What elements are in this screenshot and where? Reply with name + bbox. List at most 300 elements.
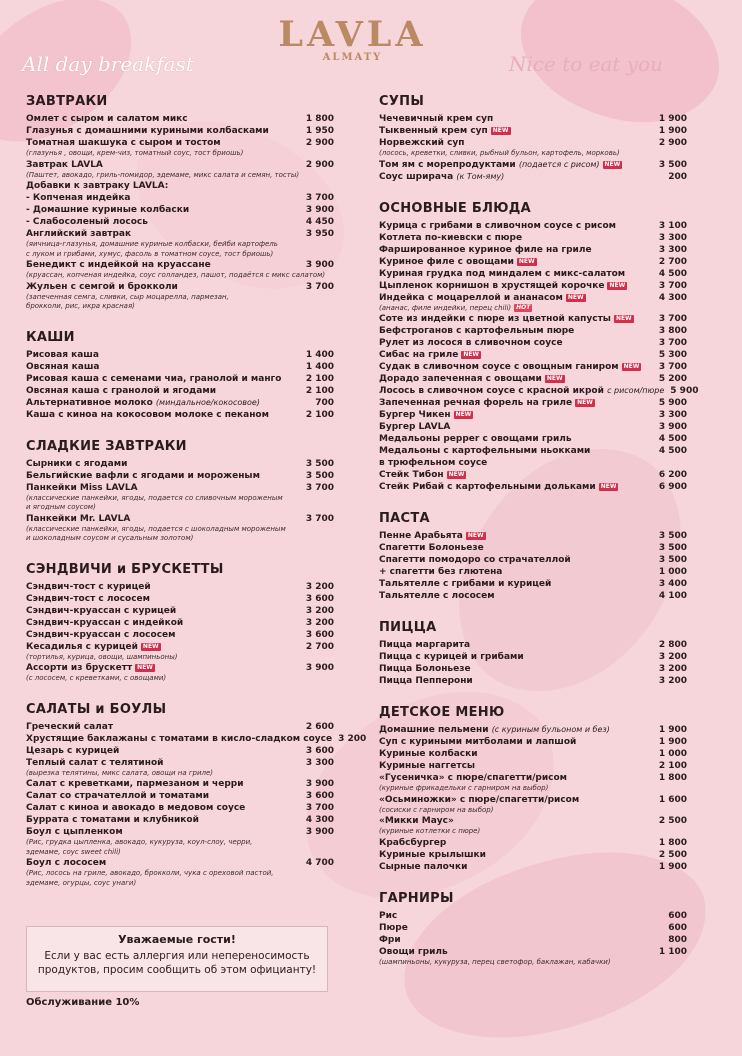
item-name: Кесадилья с курицей: [26, 641, 138, 652]
item-name: Соте из индейки с пюре из цветной капусты: [379, 314, 611, 324]
item-description-text: эдемаме, огурцы, соус унаги): [26, 878, 137, 887]
item-name: Рисовая каша с семенами чиа, гранолой и манго: [26, 373, 282, 384]
new-badge: NEW: [546, 375, 563, 382]
item-name: Овсяная каша: [26, 361, 100, 372]
item-name: «Гусеничка» с пюре/спагетти/рисом: [379, 773, 568, 783]
item-name: Ассорти из брускетт: [26, 663, 133, 673]
item-name-wrap: [26, 662, 294, 674]
item-name: Норвежский суп: [379, 138, 465, 148]
item-price: 2 100: [305, 409, 334, 420]
item-price: 2 500: [658, 816, 687, 826]
item-price: 2 700: [305, 641, 334, 652]
item-name-wrap: [379, 760, 647, 772]
section-title: ПАСТА: [379, 511, 430, 526]
section-title: СЭНДВИЧИ и БРУСКЕТТЫ: [26, 561, 224, 577]
item-price: 3 200: [658, 652, 687, 662]
item-name-wrap: [379, 125, 647, 137]
section-title: САЛАТЫ и БОУЛЫ: [26, 701, 167, 717]
menu-section: [26, 701, 367, 889]
new-badge: NEW: [600, 483, 617, 490]
item-description-text: (вырезка телятины, микс салата, овощи на гриле): [26, 768, 214, 777]
menu-item: [26, 216, 334, 228]
item-name-wrap: [379, 244, 647, 256]
item-name-wrap: [379, 934, 647, 946]
item-name-wrap: [379, 469, 647, 481]
new-badge: NEW: [137, 664, 153, 671]
section-title: ПИЦЦА: [379, 620, 437, 635]
item-name: Завтрак LAVLA: [26, 159, 103, 170]
item-name: Пенне Арабьята: [379, 531, 463, 541]
item-name: Запеченная речная форель на гриле: [379, 398, 573, 408]
item-price: 3 900: [658, 422, 687, 432]
menu-item: [379, 861, 687, 873]
item-name-wrap: [26, 605, 294, 617]
item-name: Куриные наггетсы: [379, 761, 476, 771]
item-price: 4 300: [658, 292, 687, 303]
item-price: 3 500: [658, 543, 687, 553]
menu-item: [379, 910, 687, 922]
menu-item: [26, 137, 334, 149]
item-price: 3 600: [305, 791, 334, 801]
menu-item: [379, 445, 687, 457]
section-title: СУПЫ: [379, 94, 425, 109]
menu-item: [26, 458, 334, 470]
item-name-wrap: [26, 228, 294, 240]
item-description: [379, 958, 687, 968]
notice-text: Если у вас есть аллергия или непереносимость продуктов, просим сообщить об этом официанту!: [37, 950, 317, 976]
item-price: 1 900: [658, 114, 687, 124]
item-name-wrap: [379, 837, 647, 849]
menu-item: [379, 849, 687, 861]
menu-item: [379, 590, 687, 602]
item-description-text: (глазунья , овощи, крем-чиз, томатный соус, тост бриошь): [26, 149, 244, 157]
item-name-wrap: [26, 757, 294, 769]
item-price: 3 500: [658, 159, 687, 170]
item-name: Овсяная каша с гранолой и ягодами: [26, 385, 217, 396]
item-price: 1 000: [658, 567, 687, 577]
item-name-wrap: [379, 736, 647, 748]
item-price: 3 700: [658, 314, 687, 324]
menu-item: [26, 349, 334, 361]
new-badge: NEW: [467, 532, 484, 539]
item-price: 2 900: [305, 159, 334, 170]
item-price: 3 700: [658, 280, 687, 291]
item-price: 1 950: [305, 126, 334, 136]
item-price: 1 800: [305, 114, 334, 124]
item-price: 5 900: [670, 386, 699, 396]
menu-item: [26, 745, 334, 757]
item-price: 3 700: [658, 338, 687, 348]
item-price: 3 400: [658, 579, 687, 589]
item-name: Домашние пельмени: [379, 725, 489, 735]
menu-item: [26, 857, 334, 869]
item-inline-note: с рисом/пюре: [607, 386, 665, 395]
brand-logo: LAVLA: [278, 14, 427, 55]
item-name-wrap: [26, 159, 294, 171]
hot-badge: HOT: [516, 303, 531, 311]
item-price: 5 900: [658, 398, 687, 408]
menu-item: [379, 337, 687, 349]
item-price: 2 900: [305, 138, 334, 148]
menu-item: [26, 361, 334, 373]
item-description: [26, 293, 334, 303]
item-name-wrap: [379, 421, 647, 433]
item-description: [379, 304, 687, 314]
item-name-wrap: [379, 349, 647, 361]
item-description: [26, 525, 334, 535]
item-inline-note: (подается с рисом): [518, 159, 600, 169]
item-price: 4 100: [658, 591, 687, 601]
item-price: 5 200: [658, 374, 687, 384]
item-name: Курица с грибами в сливочном соусе с рисом: [379, 220, 616, 231]
item-name-wrap: [379, 292, 647, 304]
menu-section: [379, 94, 687, 183]
menu-section: [379, 200, 699, 494]
item-description-text: (с лососем, с креветками, с овощами): [26, 674, 167, 682]
menu-item: [379, 313, 687, 325]
menu-item: [26, 180, 334, 192]
new-badge: NEW: [577, 399, 593, 406]
menu-item: [379, 457, 687, 469]
item-price: 1 400: [305, 349, 334, 360]
menu-item: [26, 397, 334, 409]
item-description-text: (сосиски с гарниром на выбор): [379, 805, 494, 814]
menu-item: [379, 815, 687, 827]
item-name: Сырники с ягодами: [26, 458, 128, 469]
item-price: 5 300: [658, 350, 687, 360]
item-description-text: (классические панкейки, ягоды, подается со сливочным мороженым: [26, 493, 283, 502]
menu-item: [379, 794, 687, 806]
item-price: 4 700: [305, 858, 334, 868]
menu-item: [26, 259, 334, 271]
item-name-wrap: [26, 641, 294, 653]
menu-item: [26, 802, 334, 814]
menu-item: [26, 281, 334, 293]
item-name: Панкейки Mr. LAVLA: [26, 513, 131, 524]
item-price: 3 500: [658, 531, 687, 541]
menu-item: [379, 171, 687, 183]
item-name-wrap: [379, 256, 647, 268]
item-price: 4 450: [305, 217, 334, 227]
menu-item: [26, 593, 334, 605]
item-name: Фаршированное куриное филе на гриле: [379, 244, 592, 255]
item-price: 3 600: [305, 745, 334, 756]
item-name: Судак в сливочном соусе с овощным ганиром: [379, 362, 619, 372]
item-name-wrap: [379, 578, 647, 590]
item-description: [26, 769, 334, 779]
item-name: Боул с лососем: [26, 858, 107, 868]
menu-item: [379, 566, 687, 578]
item-price: 3 900: [305, 827, 334, 837]
item-description: [379, 827, 687, 837]
item-name: Чечевичный крем суп: [379, 114, 494, 124]
item-name-wrap: [26, 385, 294, 397]
item-name-wrap: [26, 629, 294, 641]
new-badge: NEW: [615, 315, 632, 322]
item-description-text: (классические панкейки, ягоды, подается с шоколадным мороженым: [26, 524, 286, 533]
item-name: Добавки к завтраку LAVLA:: [26, 181, 169, 191]
item-name: Стейк Рибай с картофельными дольками: [379, 482, 596, 492]
item-name: Рис: [379, 910, 398, 921]
item-name: Сэндвич-тост с лососем: [26, 593, 150, 604]
item-name: Дорадо запеченная с овощами: [379, 374, 542, 384]
item-description: [26, 879, 334, 889]
menu-item: [379, 837, 687, 849]
item-name: Спагетти помодоро со страчателлой: [379, 555, 571, 565]
item-name-wrap: [379, 280, 647, 292]
item-name-wrap: [379, 361, 647, 373]
section-title: ОСНОВНЫЕ БЛЮДА: [379, 200, 531, 216]
item-name-wrap: [379, 724, 647, 736]
menu-item: [379, 292, 687, 304]
item-name: Сэндвич-круассан с курицей: [26, 605, 177, 616]
item-price: 3 900: [305, 260, 334, 270]
menu-item: [26, 192, 334, 204]
menu-item: [379, 675, 687, 687]
item-description: [26, 149, 334, 159]
item-description: [26, 271, 334, 281]
item-name: «Микки Маус»: [379, 816, 454, 826]
menu-item: [26, 482, 334, 494]
section-title: КАШИ: [26, 329, 75, 345]
item-price: 3 500: [305, 470, 334, 481]
item-name: Жульен с семгой и брокколи: [26, 281, 178, 292]
menu-item: [26, 228, 334, 240]
item-price: 4 500: [658, 446, 687, 456]
item-name-wrap: [379, 268, 647, 280]
menu-section: [26, 330, 334, 421]
item-description: [26, 302, 334, 312]
menu-item: [26, 733, 367, 745]
item-description: [26, 848, 334, 858]
menu-item: [379, 361, 687, 373]
item-name: Рисовая каша: [26, 349, 99, 360]
item-name: Рулет из лосося в сливочном соусе: [379, 338, 563, 348]
item-price: 2 100: [305, 385, 334, 396]
item-name: Тыквенный крем суп: [379, 126, 488, 136]
menu-item: [379, 113, 687, 125]
item-description: [26, 653, 334, 663]
item-name: Панкейки Miss LAVLA: [26, 482, 138, 493]
item-name-wrap: [379, 337, 647, 349]
item-price: 200: [668, 171, 687, 182]
item-description: [379, 806, 687, 816]
item-name: Сэндвич-круассан с лососем: [26, 629, 176, 640]
item-name: Медальоны с картофельными ньокками: [379, 446, 591, 456]
item-name: Буррата с томатами и клубникой: [26, 815, 199, 825]
item-price: 3 800: [658, 326, 687, 336]
item-description-text: эдемаме, соус sweet chili): [26, 847, 121, 856]
item-name-wrap: [379, 457, 647, 469]
item-name: Тальятелле с грибами и курицей: [379, 579, 552, 589]
item-description-text: (Рис, лосось на гриле, авокадо, брокколи, чука с ореховой пастой,: [26, 869, 274, 877]
item-name-wrap: [26, 802, 294, 814]
item-name-wrap: [379, 373, 647, 385]
item-price: 1 400: [305, 361, 334, 372]
item-name-wrap: [379, 137, 647, 149]
item-price: 3 200: [658, 664, 687, 674]
menu-section: [379, 705, 687, 873]
menu-item: [26, 409, 334, 421]
item-description-text: и ягодным соусом): [26, 503, 96, 511]
item-name-wrap: [379, 651, 647, 663]
item-price: 4 300: [305, 815, 334, 825]
item-name: Сырные палочки: [379, 861, 468, 872]
item-name-wrap: [379, 849, 647, 861]
item-name-wrap: [26, 349, 294, 361]
menu-section: [379, 620, 687, 687]
item-price: 2 700: [658, 256, 687, 267]
item-price: 1 900: [658, 737, 687, 747]
item-name: Спагетти Болоньезе: [379, 543, 484, 553]
item-price: 1 800: [658, 773, 687, 783]
item-name: Том ям с морепродуктами: [379, 159, 516, 170]
item-description: [26, 250, 334, 260]
item-name: Тальятелле с лососем: [379, 591, 495, 601]
menu-item: [379, 232, 687, 244]
menu-item: [379, 578, 687, 590]
item-name: Каша с киноа на кокосовом молоке с пеканом: [26, 409, 269, 420]
item-name-wrap: [379, 675, 647, 687]
item-description: [26, 240, 334, 250]
item-name-wrap: [379, 554, 647, 566]
item-name-wrap: [26, 361, 294, 373]
item-name-wrap: [379, 542, 647, 554]
item-name: Сэндвич-круассан с индейкой: [26, 617, 184, 628]
tagline-right: Nice to eat you: [508, 52, 663, 76]
item-name-wrap: [379, 409, 647, 421]
item-name-wrap: [379, 566, 647, 578]
item-price: 6 900: [658, 482, 687, 492]
item-name: в трюфельном соусе: [379, 458, 488, 468]
item-name-wrap: [26, 137, 294, 149]
menu-item: [26, 641, 334, 653]
item-name-wrap: [26, 790, 294, 802]
item-price: 3 200: [305, 617, 334, 628]
item-price: 2 900: [658, 138, 687, 148]
menu-item: [26, 814, 334, 826]
menu-item: [26, 581, 334, 593]
item-name-wrap: [26, 458, 294, 470]
item-name: Салат с киноа и авокадо в медовом соусе: [26, 803, 246, 813]
item-name: - Копченая индейка: [26, 193, 131, 203]
item-name-wrap: [26, 857, 294, 869]
item-price: 2 800: [658, 640, 687, 650]
item-name: Куриные крылышки: [379, 849, 486, 860]
item-name-wrap: [379, 385, 670, 397]
menu-column-left: [26, 94, 367, 906]
new-badge: NEW: [142, 642, 159, 650]
item-name: Фри: [379, 934, 401, 945]
item-name: Пицца с курицей и грибами: [379, 652, 524, 662]
new-badge: NEW: [448, 471, 465, 478]
menu-item: [26, 790, 334, 802]
item-price: 3 500: [658, 555, 687, 565]
allergy-notice: [26, 926, 328, 992]
item-price: 3 950: [305, 229, 334, 239]
item-name-wrap: [379, 590, 647, 602]
item-name-wrap: [26, 113, 294, 125]
item-name-wrap: [379, 772, 647, 784]
item-description: [26, 838, 334, 848]
item-name: Котлета по-киевски с пюре: [379, 232, 523, 243]
menu-item: [379, 772, 687, 784]
item-name: Теплый салат с телятиной: [26, 757, 164, 768]
item-price: 2 600: [305, 721, 334, 732]
item-price: 3 200: [658, 676, 687, 686]
menu-section: [26, 94, 334, 312]
menu-item: [26, 385, 334, 397]
item-name-wrap: [379, 445, 647, 457]
item-name: Глазунья с домашними куриными колбасками: [26, 126, 269, 136]
item-name: + спагетти без глютена: [379, 567, 503, 577]
item-name: - Слабосоленый лосось: [26, 217, 148, 227]
item-description: [26, 869, 334, 879]
menu-section: [379, 891, 687, 968]
item-name: Пицца Пепперони: [379, 676, 473, 686]
item-description-text: с луком и грибами, хумус, фасоль в томатном соусе, тост бриошь): [26, 249, 274, 258]
item-name: Суп с куриными митболами и лапшой: [379, 737, 577, 747]
item-name-wrap: [379, 663, 647, 675]
new-badge: NEW: [518, 257, 535, 265]
menu-item: [26, 159, 334, 171]
menu-item: [379, 244, 687, 256]
item-name-wrap: [379, 910, 647, 922]
item-price: 3 900: [305, 663, 334, 673]
item-price: 3 900: [305, 779, 334, 789]
item-name: Омлет с сыром и салатом микс: [26, 114, 188, 124]
item-name: Салат со страчателлой и томатами: [26, 791, 210, 801]
item-name: Соус шрирача: [379, 171, 454, 182]
new-badge: NEW: [609, 281, 626, 289]
item-name-wrap: [26, 593, 294, 605]
item-description-text: (шампиньоны, кукуруза, перец светофор, баклажан, кабачки): [379, 957, 611, 966]
item-price: 3 300: [658, 232, 687, 243]
item-name-wrap: [26, 409, 294, 421]
item-price: 3 600: [305, 593, 334, 604]
menu-item: [379, 760, 687, 772]
item-price: 2 100: [658, 761, 687, 771]
item-name-wrap: [379, 639, 647, 651]
item-name-wrap: [379, 220, 647, 232]
new-badge: NEW: [623, 363, 640, 370]
item-name-wrap: [379, 159, 647, 171]
item-name: Пицца маргарита: [379, 640, 471, 650]
item-name: Пюре: [379, 922, 408, 933]
item-description-text: (тортилья, курица, овощи, шампиньоны): [26, 652, 178, 661]
menu-section: [26, 439, 334, 544]
item-price: 3 600: [305, 629, 334, 640]
item-name: Боул с цыпленком: [26, 827, 123, 837]
item-price: 600: [668, 910, 687, 921]
item-name: - Домашние куриные колбаски: [26, 205, 190, 215]
item-name-wrap: [379, 481, 647, 493]
menu-item: [26, 617, 334, 629]
item-price: 6 200: [658, 470, 687, 480]
item-price: 3 200: [305, 605, 334, 616]
item-name-wrap: [26, 192, 294, 204]
menu-item: [26, 662, 334, 674]
item-name: Пицца Болоньезе: [379, 664, 471, 674]
menu-item: [379, 409, 687, 421]
menu-item: [379, 542, 687, 554]
item-name-wrap: [26, 778, 294, 790]
item-name: Цезарь с курицей: [26, 745, 120, 756]
item-description-text: (круассан, копченая индейка, соус голландез, пашот, подаётся с микс салатом): [26, 271, 326, 279]
item-description: [26, 503, 334, 513]
new-badge: NEW: [567, 293, 584, 301]
item-description-text: (лосось, креветки, сливки, рыбный бульон, картофель, морковь): [379, 149, 620, 157]
